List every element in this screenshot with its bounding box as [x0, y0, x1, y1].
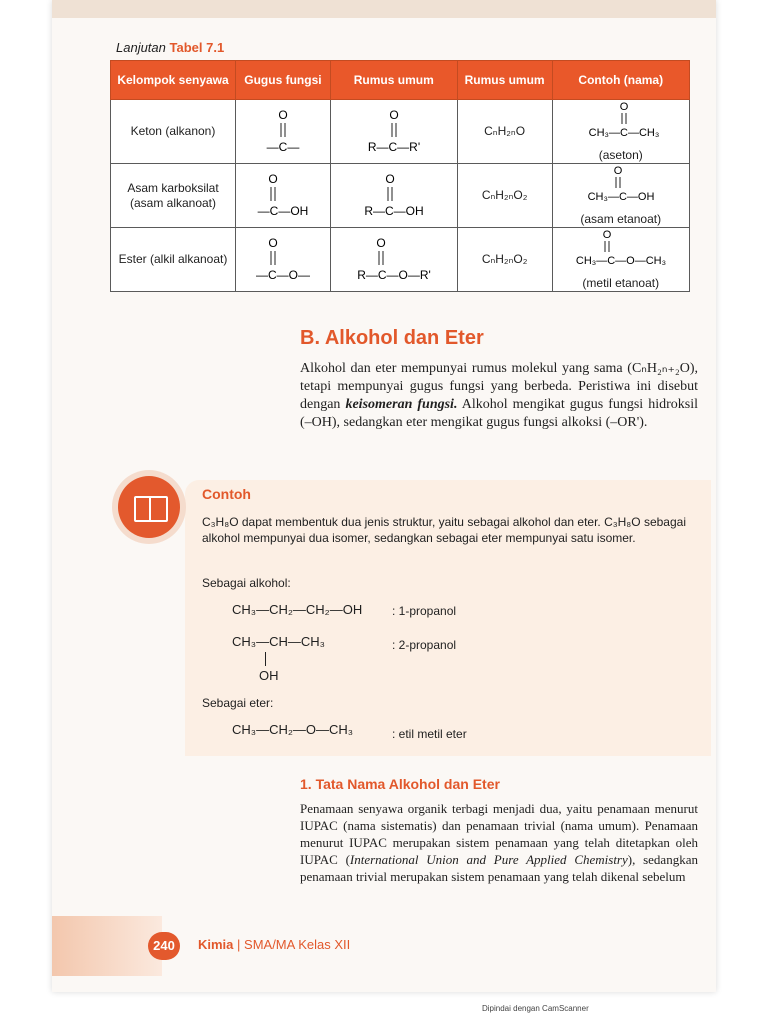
footer-level: | SMA/MA Kelas XII [237, 937, 351, 952]
example-title: Contoh [202, 486, 251, 502]
svg-text:R—C—O—R': R—C—O—R' [356, 267, 431, 282]
table-header: Kelompok senyawa [111, 61, 236, 100]
table-header: Rumus umum [457, 61, 552, 100]
svg-text:O: O [268, 171, 278, 186]
subsection-paragraph [300, 800, 698, 885]
group-name: Asam karboksilat (asam alkanoat) [111, 164, 236, 228]
book-page [52, 0, 716, 992]
svg-text:R—C—R': R—C—R' [367, 139, 420, 154]
svg-text:O: O [619, 101, 629, 113]
svg-text:O: O [278, 107, 288, 122]
ether-name: : etil metil eter [392, 727, 467, 741]
alcohol-1-structure: CH₃—CH₂—CH₂—OH [232, 602, 363, 617]
acetic-acid-structure [566, 164, 676, 212]
page-top-band [52, 0, 716, 18]
general-formula: CₙH₂ₙO₂ [457, 228, 552, 292]
example-name: (asam etanoat) [580, 212, 662, 226]
ether-label: Sebagai eter: [202, 696, 274, 710]
ester-general-structure [339, 235, 449, 285]
bond-line [265, 652, 266, 666]
general-structure [330, 100, 457, 164]
table-header-row [111, 61, 690, 100]
carboxylic-general-structure [344, 171, 444, 221]
table-header: Rumus umum [330, 61, 457, 100]
svg-text:O: O [389, 107, 399, 122]
methyl-acetate-structure [561, 228, 681, 276]
acetone-structure [566, 100, 676, 148]
ether-structure: CH₃—CH₂—O—CH₃ [232, 722, 354, 737]
table-header: Gugus fungsi [236, 61, 331, 100]
table-row [111, 100, 690, 164]
functional-group-structure [236, 228, 331, 292]
paragraph-emphasis: keisomeran fungsi. [345, 397, 458, 412]
footer-text [198, 937, 350, 952]
footer-subject: Kimia [198, 937, 234, 952]
table-row [111, 164, 690, 228]
paragraph-emphasis: International Union and Pure Applied Chemistry [349, 852, 628, 867]
group-name: Keton (alkanon) [111, 100, 236, 164]
carboxyl-group-structure [243, 171, 323, 221]
svg-text:—C—OH: —C—OH [257, 203, 309, 218]
example-name: (metil etanoat) [582, 276, 660, 290]
svg-text:CH₃—C—O—CH₃: CH₃—C—O—CH₃ [575, 255, 666, 267]
section-paragraph [300, 360, 698, 432]
paragraph-text: Alkohol mengikat gugus fungsi hidroksil (–OH), sedangkan eter mengikat gugus fungsi alkoksi (–OR'). [300, 397, 698, 430]
ester-group-structure [243, 235, 323, 285]
paragraph-text: ), sedangkan penamaan trivial merupakan sistem penamaan yang telah dikenal sebelum [300, 852, 698, 884]
example-structure [552, 164, 689, 228]
alcohol-2-oh: OH [259, 668, 279, 683]
alcohol-2-name: : 2-propanol [392, 638, 457, 652]
footer-band [52, 916, 162, 976]
svg-text:R—C—OH: R—C—OH [364, 203, 424, 218]
ketone-general-structure [344, 107, 444, 157]
svg-text:O: O [268, 235, 278, 250]
svg-text:CH₃—C—OH: CH₃—C—OH [587, 191, 655, 203]
alcohol-2-structure: CH₃—CH—CH₃ [232, 634, 325, 649]
example-structure [552, 100, 689, 164]
general-formula: CₙH₂ₙO₂ [457, 164, 552, 228]
section-title: B. Alkohol dan Eter [300, 327, 484, 349]
group-name: Ester (alkil alkanoat) [111, 228, 236, 292]
ketone-group-structure [248, 107, 318, 157]
page-number: 240 [148, 932, 180, 960]
table-row [111, 228, 690, 292]
table-header: Contoh (nama) [552, 61, 689, 100]
svg-text:—C—O—: —C—O— [255, 267, 310, 282]
caption-prefix: Lanjutan [116, 40, 166, 55]
functional-group-structure [236, 100, 331, 164]
book-icon [118, 476, 180, 538]
general-formula: CₙH₂ₙO [457, 100, 552, 164]
svg-text:CH₃—C—CH₃: CH₃—C—CH₃ [588, 127, 660, 139]
alcohol-label: Sebagai alkohol: [202, 576, 291, 590]
example-text: C₃H₈O dapat membentuk dua jenis struktur, yaitu sebagai alkohol dan eter. C₃H₈O sebagai alkohol mempunyai dua isomer, sedangkan sebagai eter mempunyai satu isomer. [202, 515, 686, 545]
svg-text:O: O [385, 171, 395, 186]
scanner-watermark: Dipindai dengan CamScanner [482, 1004, 589, 1013]
alcohol-1-name: : 1-propanol [392, 604, 457, 618]
paragraph-text: Penamaan senyawa organik terbagi menjadi dua, yaitu penamaan menurut IUPAC (nama sistematis) dan penamaan trivial (nama umum). Penamaan menurut IUPAC merupakan sistem penamaan yang telah ditetapkan oleh IUPAC ( [300, 801, 698, 867]
svg-text:—C—: —C— [266, 139, 300, 154]
paragraph-text: Alkohol dan eter mempunyai rumus molekul yang sama (CₙH₂ₙ₊₂O), tetapi mempunyai gugus fungsi yang berbeda. Peristiwa ini disebut dengan [300, 361, 698, 412]
svg-text:O: O [602, 229, 612, 241]
svg-text:O: O [376, 235, 386, 250]
caption-table-number: Tabel 7.1 [169, 40, 225, 55]
general-structure [330, 228, 457, 292]
example-structure [552, 228, 689, 292]
table-caption [116, 40, 224, 55]
functional-group-table [110, 60, 690, 292]
svg-text:O: O [613, 165, 623, 177]
functional-group-structure [236, 164, 331, 228]
subsection-title: 1. Tata Nama Alkohol dan Eter [300, 776, 500, 792]
example-name: (aseton) [598, 148, 643, 162]
general-structure [330, 164, 457, 228]
